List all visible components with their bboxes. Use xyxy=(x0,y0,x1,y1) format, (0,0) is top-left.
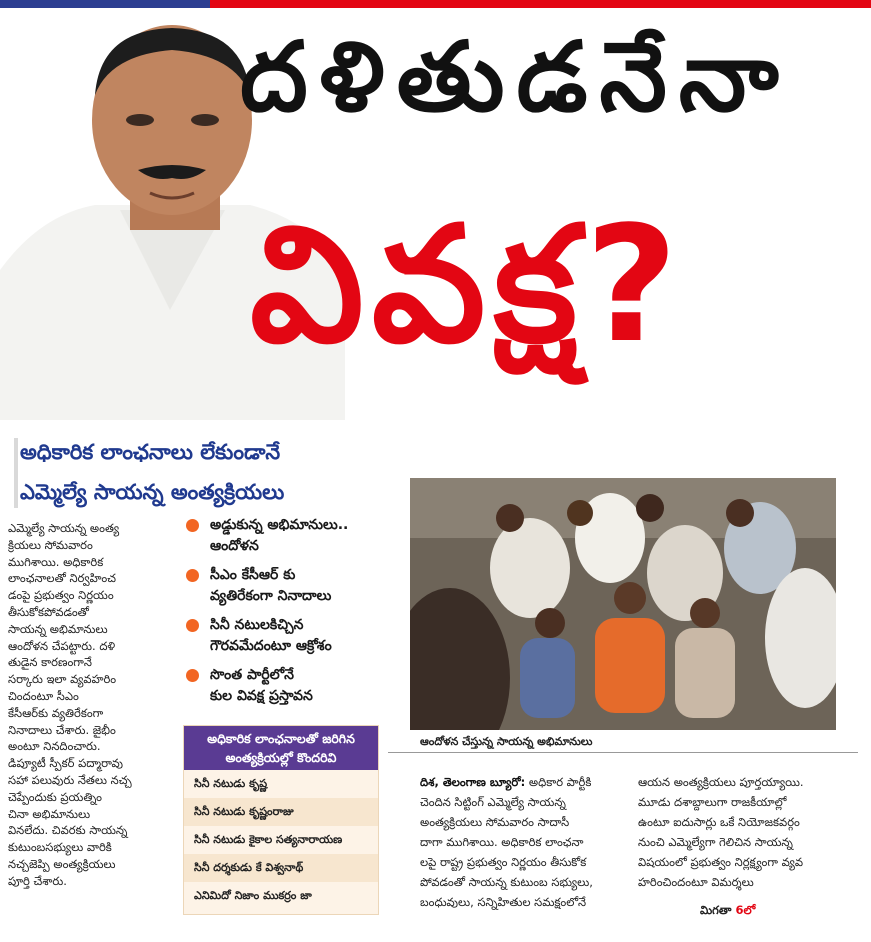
highlight-line: వ్యతిరేకంగా నినాదాలు xyxy=(210,588,332,604)
highlight-item xyxy=(186,665,406,707)
funerals-sidebox xyxy=(183,725,379,915)
highlight-line: అడ్డుకున్న అభిమానులు.. xyxy=(210,517,349,533)
article-line: క్రియలు సోమవారం xyxy=(8,537,93,552)
article-line: సాయన్న అభిమానులు xyxy=(8,621,108,636)
article-line: అంటూ నినదించారు. xyxy=(8,739,101,754)
sidebox-title-line: అధికారిక లాంఛనాలతో జరిగిన xyxy=(207,731,355,746)
sidebox-title-line: అంత్యక్రియల్లో కొందరివి xyxy=(225,750,337,765)
section-tab xyxy=(0,0,210,8)
highlight-item xyxy=(186,515,406,557)
bullet-dot-icon xyxy=(186,619,199,632)
article-line: సర్కారు ఇలా వ్యవహరిం xyxy=(8,672,117,687)
article-line: అంత్యక్రియలు సోమవారం సాదాసీ xyxy=(420,815,570,829)
subheadline xyxy=(20,432,405,512)
sidebox-item: ఎనిమిదో నిజాం ముకర్రం జా xyxy=(194,889,312,902)
article-line: విషయంలో ప్రభుత్వం నిర్లక్ష్యంగా వ్యవ xyxy=(638,855,804,869)
article-line: చెందిన సిట్టింగ్ ఎమ్మెల్యే సాయన్న xyxy=(420,795,566,809)
article-line: కేసీఆర్‌కు వ్యతిరేకంగా xyxy=(8,705,104,720)
subheadline-line-1: అధికారిక లాంఛనాలు లేకుండానే xyxy=(20,440,281,464)
dateline: దిశ, తెలంగాణ బ్యూరో: xyxy=(420,775,526,789)
article-line: చినా అభిమానులు xyxy=(8,806,91,821)
bullet-dot-icon xyxy=(186,519,199,532)
top-color-bar xyxy=(0,0,871,8)
right-article-column xyxy=(638,772,866,892)
bullet-dot-icon xyxy=(186,669,199,682)
article-line: చెప్పేందుకు ప్రయత్నిం xyxy=(8,789,102,804)
subheadline-accent-bar xyxy=(14,438,18,508)
headline-line-1: దళితుడనేనా xyxy=(240,21,791,133)
sidebox-item: సినీ నటుడు కృష్ణ xyxy=(194,777,268,790)
sidebox-title xyxy=(184,726,378,770)
highlights-list xyxy=(186,515,406,715)
article-line: లపై రాష్ట్ర ప్రభుత్వం నిర్ణయం తీసుకోక xyxy=(420,855,587,869)
article-line: డంపై ప్రభుత్వం నిర్ణయం xyxy=(8,588,114,603)
article-line: బంధువులు, సన్నిహితుల సమక్షంలోనే xyxy=(420,895,587,909)
article-line: పూర్తి చేశారు. xyxy=(8,873,67,888)
highlight-line: గౌరవమేదంటూ ఆక్రోశం xyxy=(210,638,332,654)
article-line: పోవడంతో సాయన్న కుటుంబ సభ్యులు, xyxy=(420,875,593,889)
bullet-dot-icon xyxy=(186,569,199,582)
article-line: ఎమ్మెల్యే సాయన్న అంత్య xyxy=(8,521,120,535)
photo-caption: ఆందోళన చేస్తున్న సాయన్న అభిమానులు xyxy=(420,735,593,748)
article-line: సహా పలువురు నేతలు నచ్చ xyxy=(8,772,132,787)
highlight-item xyxy=(186,615,406,657)
continued-label: మిగతా xyxy=(700,903,732,917)
article-line: వినలేదు. చివరకు సాయన్న xyxy=(8,823,128,838)
article-line: కుటుంబసభ్యులు వారికి xyxy=(8,840,112,855)
article-line: డిప్యూటీ స్పీకర్ పద్మారావు xyxy=(8,756,124,771)
highlight-line: కుల వివక్ష ప్రస్తావన xyxy=(210,688,313,704)
article-line: మూడు దశాబ్దాలుగా రాజకీయాల్లో xyxy=(638,795,787,809)
sidebox-item: సినీ దర్శకుడు కే విశ్వనాథ్ xyxy=(184,854,378,882)
article-line: లాంఛనాలతో నిర్వహించ xyxy=(8,571,116,586)
crowd-photo xyxy=(410,478,836,730)
article-line: తుడైన కారణంగానే xyxy=(8,655,92,670)
highlight-line: సినీ నటులకిచ్చిన xyxy=(210,617,304,633)
article-line: నుంచి ఎమ్మెల్యేగా గెలిచిన సాయన్న xyxy=(638,835,793,849)
article-line: ఆందోళన చేపట్టారు. దళి xyxy=(8,638,116,653)
continued-page: 6లో xyxy=(735,903,756,917)
article-line: నినాదాలు చేశారు. జైభీం xyxy=(8,722,116,737)
highlight-line: ఆందోళన xyxy=(210,538,259,554)
article-line: ఉంటూ ఐదుసార్లు ఒకే నియోజకవర్గం xyxy=(638,815,800,829)
highlight-line: సీఎం కేసీఆర్ కు xyxy=(210,567,296,583)
article-line: హరించిందంటూ విమర్శలు xyxy=(638,875,754,889)
article-line: నచ్చజెప్పి అంత్యక్రియలు xyxy=(8,856,116,871)
headline-line-2: వివక్ష? xyxy=(250,191,686,378)
article-line: చిందంటూ సీఎం xyxy=(8,688,79,703)
divider xyxy=(388,752,858,753)
left-article-column xyxy=(8,520,180,890)
article-line: తీసుకోకపోవడంతో xyxy=(8,604,89,619)
continued-on-page xyxy=(700,903,755,920)
article-line: దాగా ముగిశాయి. అధికారిక లాంఛనా xyxy=(420,835,584,849)
highlight-line: సొంత పార్టీలోనే xyxy=(210,667,294,683)
article-line: ముగిశాయి. అధికారిక xyxy=(8,554,104,569)
article-line: ఆయన అంత్యక్రియలు పూర్తయ్యాయి. xyxy=(638,775,804,789)
sidebox-item: సినీ నటుడు కైకాల సత్యనారాయణ xyxy=(194,833,343,846)
highlight-item xyxy=(186,565,406,607)
subheadline-line-2: ఎమ్మెల్యే సాయన్న అంత్యక్రియలు xyxy=(20,480,285,504)
sidebox-item: సినీ నటుడు కృష్ణంరాజు xyxy=(184,798,378,826)
middle-article-column xyxy=(420,772,625,912)
article-line: అధికార పార్టీకి xyxy=(528,775,592,789)
